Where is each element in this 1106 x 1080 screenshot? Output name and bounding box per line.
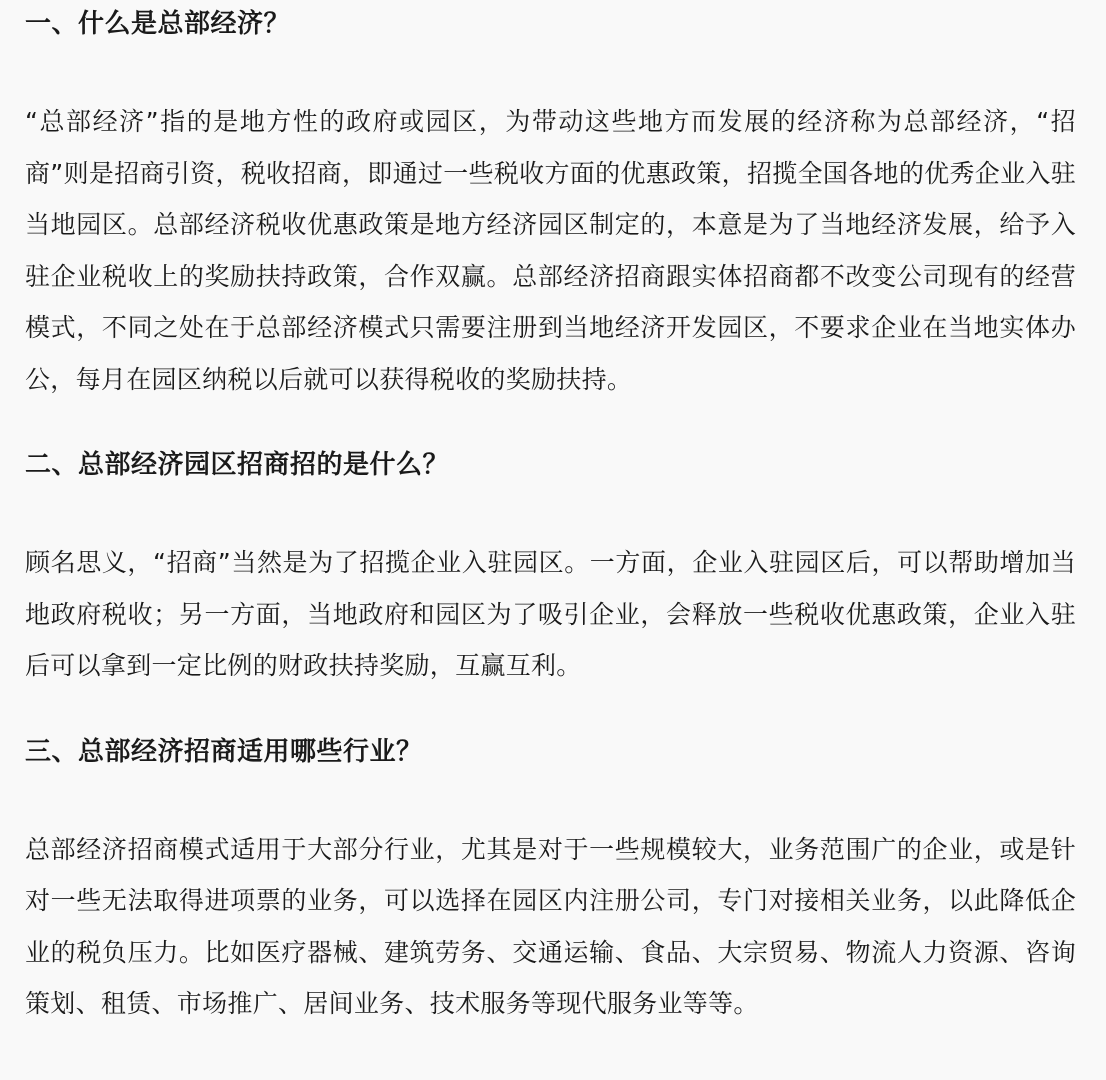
section-heading: 一、什么是总部经济？: [25, 9, 291, 39]
section-heading: 三、总部经济招商适用哪些行业？: [25, 736, 423, 767]
section-paragraph: 总部经济招商模式适用于大部分行业，尤其是对于一些规模较大，业务范围广的企业，或是针对一些无法取得进项票的业务，可以选择在园区内注册公司，专门对接相关业务，以此降低企业的税负压力。比如医疗器械、建筑劳务、交通运输、食品、大宗贸易、物流人力资源、咨询策划、租赁、市场推广、居间业务、技术服务等现代服务业等等。: [25, 834, 1076, 1018]
section-paragraph: 顾名思义，“招商”当然是为了招揽企业入驻园区。一方面，企业入驻园区后，可以帮助增加当地政府税收；另一方面，当地政府和园区为了吸引企业，会释放一些税收优惠政策，企业入驻后可以拿到一定比例的财政扶持奖励，互赢互利。: [25, 548, 1076, 680]
section-what-is-hq-economy: [25, 0, 1076, 405]
section-heading: 二、总部经济园区招商招的是什么？: [25, 450, 450, 480]
section-what-investment-attracts: [25, 441, 1076, 692]
section-paragraph: “总部经济”指的是地方性的政府或园区，为带动这些地方而发展的经济称为总部经济，“招商”则是招商引资，税收招商，即通过一些税收方面的优惠政策，招揽全国各地的优秀企业入驻当地园区。总部经济税收优惠政策是地方经济园区制定的，本意是为了当地经济发展，给予入驻企业税收上的奖励扶持政策，合作双赢。总部经济招商跟实体招商都不改变公司现有的经营模式，不同之处在于总部经济模式只需要注册到当地经济开发园区，不要求企业在当地实体办公，每月在园区纳税以后就可以获得税收的奖励扶持。: [25, 107, 1076, 394]
section-applicable-industries: [25, 728, 1076, 1030]
